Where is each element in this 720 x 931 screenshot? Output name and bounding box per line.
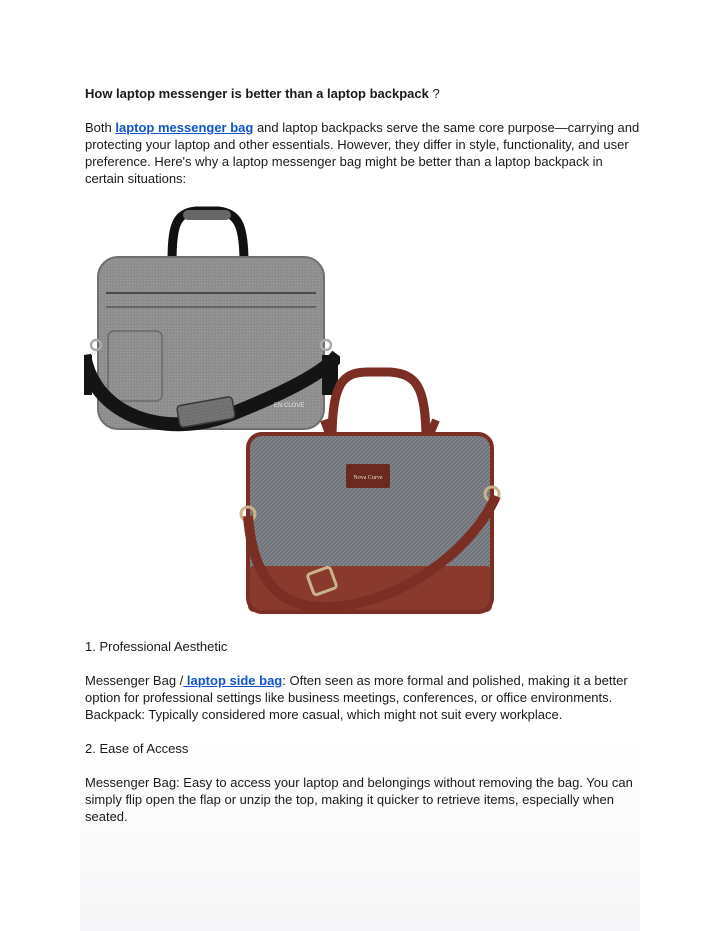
- section1-backpack: Backpack: Typically considered more casual, which might not suit every workplace.: [85, 707, 563, 722]
- page-shade: [80, 740, 640, 931]
- section1-rest: : Often seen as more formal and polished, making it a better option for professional settings like business meetings, conferences, or office environments.: [85, 673, 628, 705]
- section-heading-professional-aesthetic: 1. Professional Aesthetic: [85, 639, 228, 654]
- brown-laptop-bag-image: [234, 366, 506, 618]
- laptop-side-bag-link[interactable]: laptop side bag: [183, 673, 283, 688]
- grey-bag-brand: EN CLOVE: [274, 403, 305, 409]
- intro-lead: Both: [85, 120, 116, 135]
- section1-paragraph: [85, 672, 640, 723]
- section2-paragraph: Messenger Bag: Easy to access your laptop and belongings without removing the bag. You can simply flip open the flap or unzip the top, making it quicker to retrieve items, especially when seated.: [85, 775, 633, 824]
- section-heading-ease-of-access: 2. Ease of Access: [85, 741, 189, 756]
- title-text: How laptop messenger is better than a laptop backpack: [85, 86, 429, 101]
- section1-lead: Messenger Bag /: [85, 673, 184, 688]
- brown-bag-brand: Nova Curve: [353, 475, 383, 481]
- article-title: [85, 85, 640, 102]
- intro-rest: and laptop backpacks serve the same core purpose—carrying and protecting your laptop and other essentials. However, they differ in style, functionality, and user preference. Here's why a laptop messenger bag might be better than a laptop backpack in certain situations:: [85, 120, 640, 186]
- intro-paragraph: [85, 119, 640, 187]
- laptop-messenger-bag-link[interactable]: laptop messenger bag: [115, 120, 254, 135]
- title-suffix: ?: [428, 86, 440, 101]
